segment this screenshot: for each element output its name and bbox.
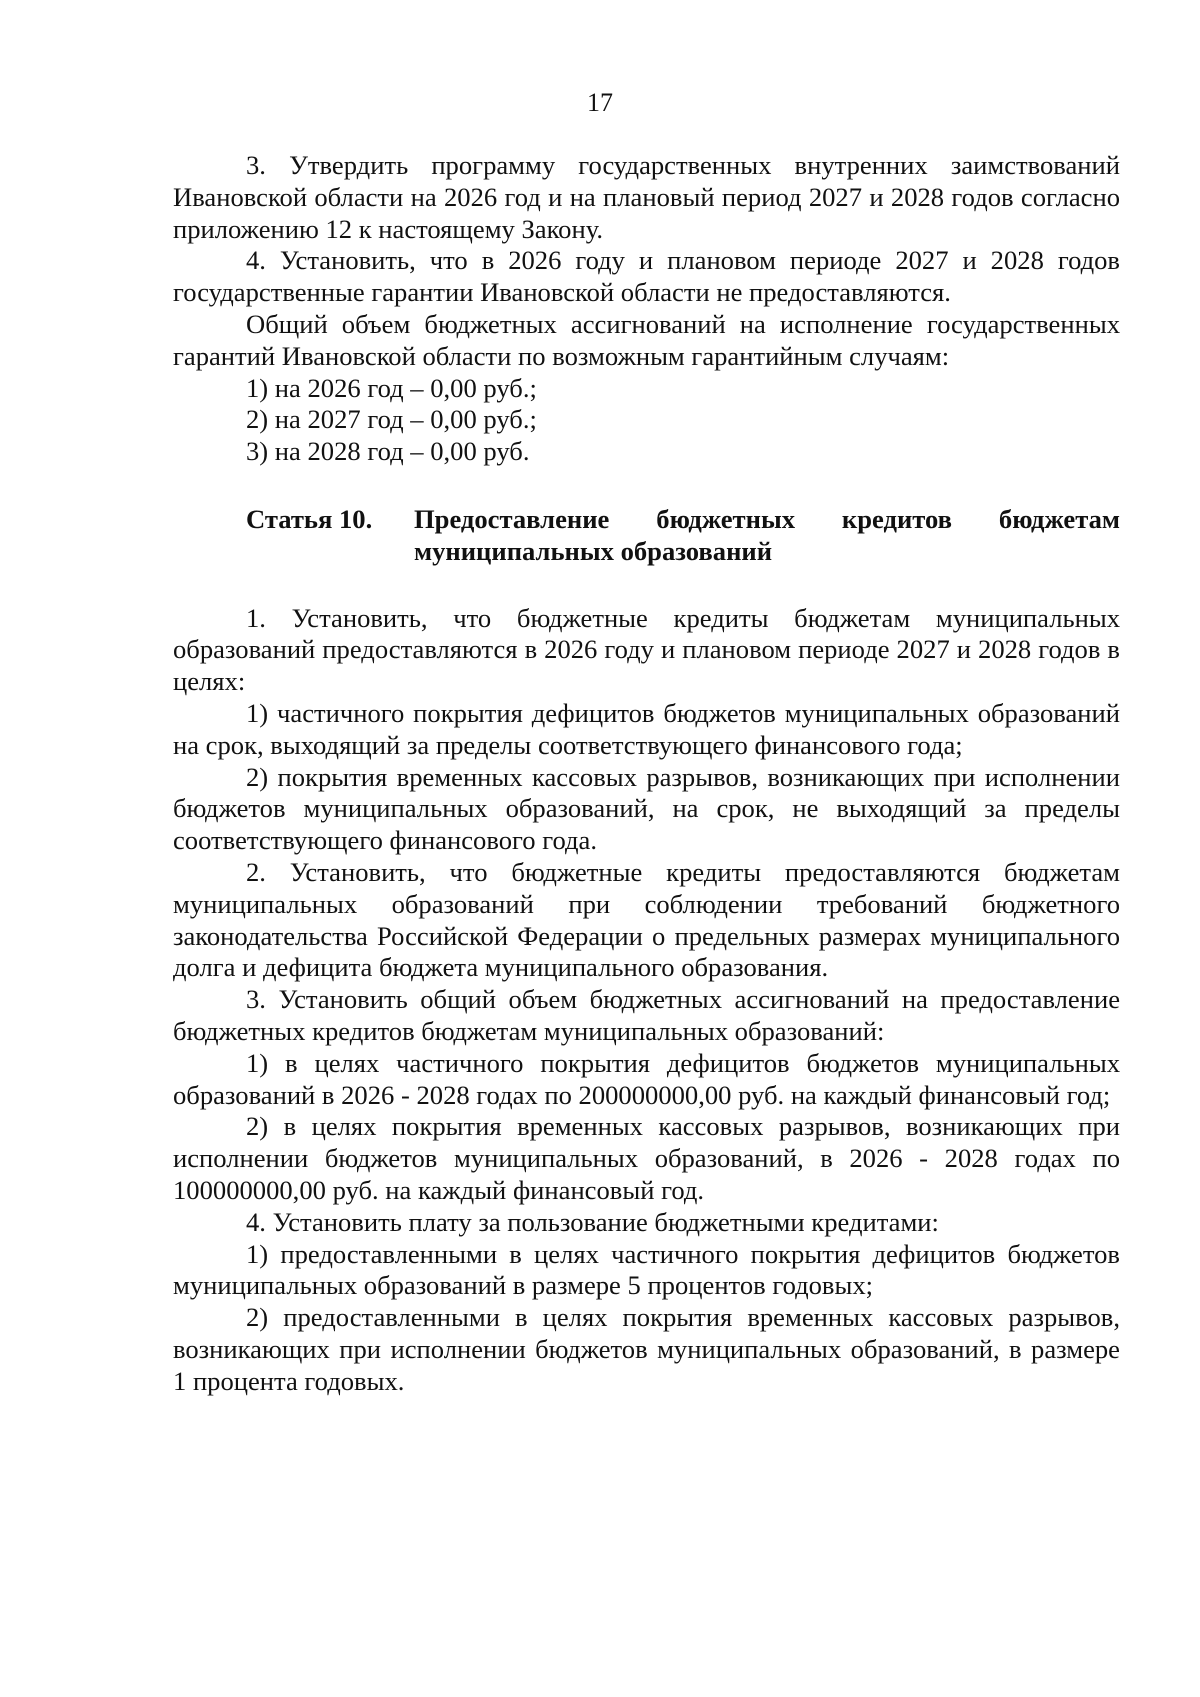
list-item-2028: 3) на 2028 год – 0,00 руб. <box>246 436 530 467</box>
list-item-cash-gap-volume: 2) в целях покрытия временных кассовых разрывов, возникающих при исполнении бюджетов муниципальных образований, в 2026 - 2028 годах по 100000000,00 руб. на каждый финансовый год. <box>173 1111 1120 1205</box>
list-item-cash-gaps: 2) покрытия временных кассовых разрывов, возникающих при исполнении бюджетов муниципальных образований, на срок, не выходящий за пределы соответствующего финансового года. <box>173 761 1120 856</box>
article-heading <box>173 504 1120 568</box>
paragraph-credit-fee: 4. Установить плату за пользование бюджетными кредитами: <box>246 1206 939 1237</box>
paragraph-credit-conditions: 2. Установить, что бюджетные кредиты предоставляются бюджетам муниципальных образований при соблюдении требований бюджетного законодательства Российской Федерации о предельных размерах муниципального долга и дефицита бюджета муниципального образования. <box>173 856 1120 983</box>
paragraph-borrowing-program: 3. Утвердить программу государственных внутренних заимствований Ивановской области на 2026 год и на плановый период 2027 и 2028 годов согласно приложению 12 к настоящему Закону. <box>173 150 1120 244</box>
list-item-2026: 1) на 2026 год – 0,00 руб.; <box>246 372 537 403</box>
document-body <box>173 150 1120 1397</box>
paragraph-credit-purposes: 1. Установить, что бюджетные кредиты бюджетам муниципальных образований предоставляются в 2026 году и плановом периоде 2027 и 2028 годов в целях: <box>173 602 1120 697</box>
list-item-2027: 2) на 2027 год – 0,00 руб.; <box>246 404 537 435</box>
page-number: 17 <box>587 88 613 117</box>
article-number: Статья 10. <box>246 503 373 534</box>
paragraph-credit-volume: 3. Установить общий объем бюджетных ассигнований на предоставление бюджетных кредитов бюджетам муниципальных образований: <box>173 984 1120 1046</box>
paragraph-guarantee-allocations: Общий объем бюджетных ассигнований на исполнение государственных гарантий Ивановской области по возможным гарантийным случаям: <box>173 308 1120 371</box>
list-item-fee-deficit: 1) предоставленными в целях частичного покрытия дефицитов бюджетов муниципальных образований в размере 5 процентов годовых; <box>173 1238 1120 1301</box>
list-item-deficit-volume: 1) в целях частичного покрытия дефицитов бюджетов муниципальных образований в 2026 - 2028 годах по 200000000,00 руб. на каждый финансовый год; <box>173 1047 1120 1110</box>
list-item-fee-cash-gaps: 2) предоставленными в целях покрытия временных кассовых разрывов, возникающих при исполнении бюджетов муниципальных образований, в размере 1 процента годовых. <box>173 1302 1120 1396</box>
article-title: Предоставление бюджетных кредитов бюджетам муниципальных образований <box>414 503 1120 566</box>
list-item-deficit-coverage: 1) частичного покрытия дефицитов бюджетов муниципальных образований на срок, выходящий за пределы соответствующего финансового года; <box>173 697 1120 760</box>
paragraph-guarantees: 4. Установить, что в 2026 году и плановом периоде 2027 и 2028 годов государственные гарантии Ивановской области не предоставляются. <box>173 245 1120 308</box>
